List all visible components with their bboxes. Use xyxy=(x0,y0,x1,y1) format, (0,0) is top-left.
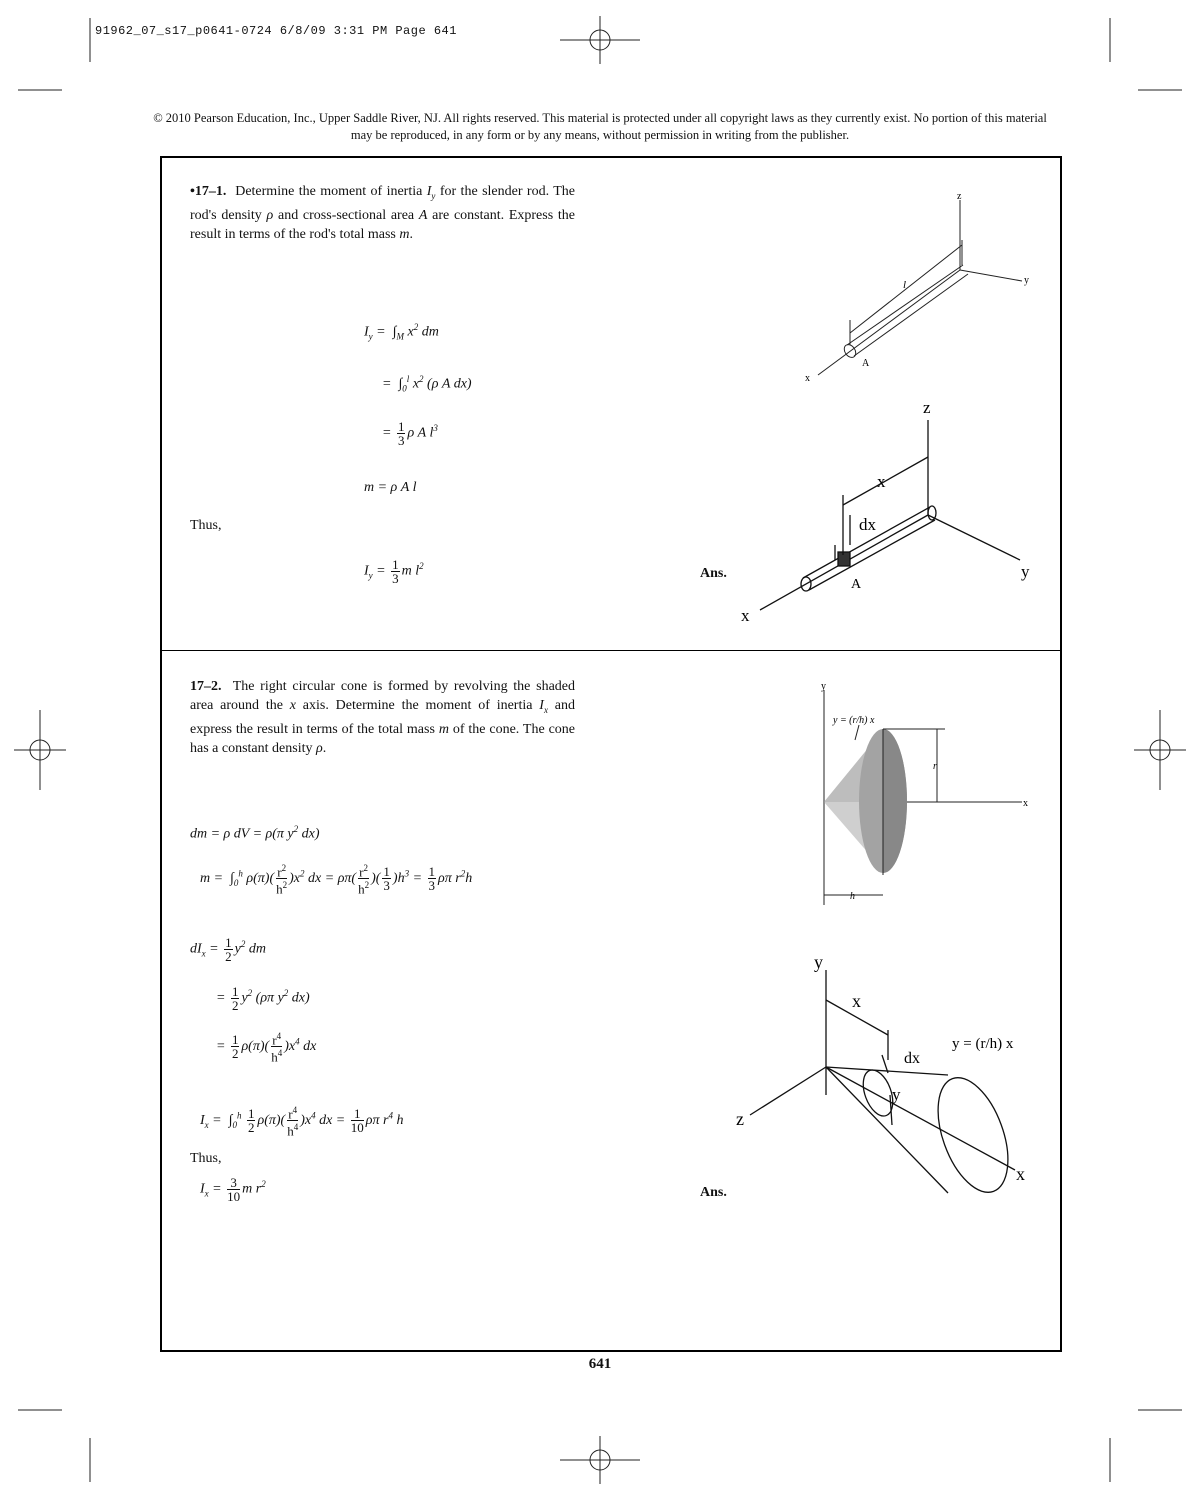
file-slug: 91962_07_s17_p0641-0724 6/8/09 3:31 PM Page 641 xyxy=(95,24,457,38)
cone-figure xyxy=(800,680,1040,910)
problem-number: •17–1. xyxy=(190,184,227,199)
area-label: A xyxy=(862,358,870,369)
rod-figure xyxy=(790,185,1040,395)
rod-element-figure xyxy=(735,395,1045,630)
eq-ix-result: $I_x$ = $\frac{3}{10}$ m $r^2$ xyxy=(200,1175,266,1204)
dx-label: dx xyxy=(859,515,876,534)
curve-equation: y = (r/h) x xyxy=(952,1036,1014,1052)
answer-label: Ans. xyxy=(700,566,727,581)
problem-17-1-statement: •17–1. Determine the moment of inertia $I_y$ for the slender rod. The rod's density ρ and cross-sectional area A are constant. Express the result in terms of the rod's total mass m. xyxy=(190,184,575,242)
answer-label: Ans. xyxy=(700,1185,727,1200)
thus-label: Thus, xyxy=(190,518,222,533)
axis-y-label: y xyxy=(821,681,826,692)
axis-z-label: z xyxy=(736,1109,744,1129)
axis-x-label: x xyxy=(741,606,750,625)
cone-element-figure xyxy=(730,945,1040,1205)
x-dimension-label: x xyxy=(877,472,886,491)
page-number: 641 xyxy=(588,1356,612,1372)
eq-iy-result: $I_y$ = $\frac{1}{3}$ m $l^2$ xyxy=(364,557,424,586)
axis-x-label: x xyxy=(805,373,810,384)
axis-y-label: y xyxy=(1024,275,1029,286)
dx-label: dx xyxy=(904,1050,920,1067)
eq-dix-sub: = $\frac{1}{2}$ $y^2$ (ρπ $y^2$ dx) xyxy=(216,984,310,1013)
eq-iy-substituted: = $\int_0^l$ $x^2$ (ρ A dx) xyxy=(382,374,472,394)
problem-divider xyxy=(160,650,1062,651)
axis-y-label: y xyxy=(814,952,823,972)
problem-number: 17–2. xyxy=(190,679,222,694)
eq-ix-integral: $I_x = \int_0^h$ $\frac{1}{2}$ ρ(π)( $\frac{r^4}{h^4}$ )$x^4$ dx = $\frac{1}{10}$ ρπ $r^4$ h xyxy=(200,1105,404,1139)
axis-x-label: x xyxy=(1016,1164,1025,1184)
eq-mass: m = ρ A l xyxy=(364,480,417,495)
area-label: A xyxy=(851,577,862,592)
radius-label: r xyxy=(933,761,937,772)
axis-z-label: z xyxy=(923,398,931,417)
eq-mass-cone: $m = \int_0^h$ ρ(π)( $\frac{r^2}{h^2}$ )$x^2$ dx = ρπ( $\frac{r^2}{h^2}$ )( $\frac{1}{3}$ )$h^3$ = $\frac{1}{3}$ ρπ $r^2h$ xyxy=(200,863,473,897)
copyright-notice: © 2010 Pearson Education, Inc., Upper Saddle River, NJ. All rights reserved. This material is protected under all copyright laws as they currently exist. No portion of this material may be reproduced, in any form or by any means, without permission in writing from the publisher. xyxy=(153,111,1047,142)
eq-dix: $dI_x$ = $\frac{1}{2}$ $y^2$ dm xyxy=(190,935,266,964)
eq-dix-x: = $\frac{1}{2}$ ρ(π)( $\frac{r^4}{h^4}$ )$x^4$ dx xyxy=(216,1031,317,1065)
thus-label: Thus, xyxy=(190,1151,222,1166)
height-label: h xyxy=(850,891,855,902)
radius-y-label: y xyxy=(892,1085,901,1104)
problem-17-2-statement: 17–2. The right circular cone is formed by revolving the shaded area around the x axis. Determine the moment of inertia $I_x$ and express the result in terms of the total mass m of the cone. The cone has a constant density ρ. xyxy=(190,679,576,756)
axis-z-label: z xyxy=(957,191,962,202)
length-label: l xyxy=(903,279,907,291)
axis-x-label: x xyxy=(1023,798,1028,809)
eq-iy-evaluated: = $\frac{1}{3}$ ρ A $l^3$ xyxy=(382,419,438,448)
axis-y-label: y xyxy=(1021,562,1030,581)
eq-dm: dm = ρ dV = ρ(π $y^2$ dx) xyxy=(190,824,320,842)
eq-iy-integral: $I_y = \int_M$ $x^2$ dm xyxy=(364,322,439,342)
curve-equation: y = (r/h) x xyxy=(833,715,875,726)
x-dimension-label: x xyxy=(852,991,861,1011)
